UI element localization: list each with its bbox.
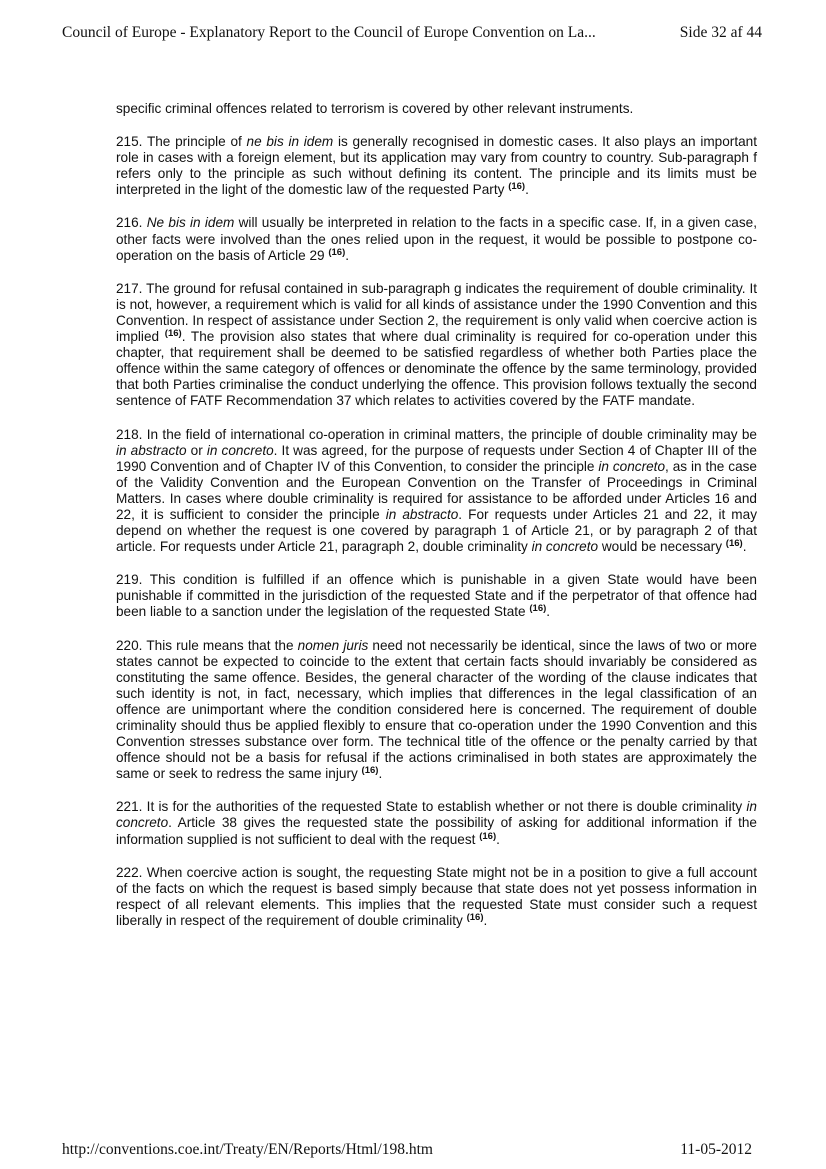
paragraph-text: .: [345, 247, 350, 263]
paragraph-text: .: [742, 539, 747, 555]
page-header: [62, 24, 762, 42]
italic-term: in abstracto: [116, 442, 187, 458]
paragraph-text: is generally recognised in domestic cases. It also plays an important role in cases with a foreign element, but its application may vary from country to country. Sub-paragraph f refers only to the principle as such without defining its content. The principle and its limits must be interpreted in the light of the domestic law of the requested Party: [116, 134, 757, 198]
paragraph-text: 215. The principle of: [116, 134, 247, 150]
italic-term: in abstracto: [385, 506, 459, 522]
document-title: Council of Europe - Explanatory Report to the Council of Europe Convention on La...: [62, 24, 596, 41]
source-url[interactable]: http://conventions.coe.int/Treaty/EN/Reports/Html/198.htm: [62, 1141, 433, 1158]
footnote-reference: (16): [529, 603, 547, 615]
paragraph-text: .: [496, 831, 500, 847]
paragraph-text: . For requests under Articles 21 and 22, it may depend on whether the request is one covered by paragraph 1 of Article 21, or by paragraph 2 of that article. For requests under Article 21, paragraph 2, double criminality: [116, 506, 757, 555]
paragraph-text: .: [525, 182, 529, 198]
paragraph: [116, 427, 757, 556]
paragraph-text: need not necessarily be identical, since the laws of two or more states cannot be expected to coincide to the extent that certain facts should invariably be considered as constituting the same offence. Besides, the general character of the wording of the clause indicates that such identity is not, in fact, necessary, which implies that differences in the legal classification of an offence are unimportant where the condition considered here is concerned. The requirement of double criminality should thus be applied flexibly to ensure that co-operation under the 1990 Convention and this Convention stresses substance over form. The technical title of the offence or the penalty carried by that offence should not be a basis for refusal if the actions criminalised in both states are approximately the same or seek to redress the same injury: [116, 637, 757, 782]
footnote-reference: (16): [328, 246, 346, 258]
italic-term: ne bis in idem: [246, 134, 334, 150]
paragraph-text: 216.: [116, 215, 147, 231]
italic-term: Ne bis in idem: [146, 215, 235, 231]
paragraph: [116, 638, 757, 783]
footnote-reference: (16): [361, 765, 379, 777]
paragraph-text: 222. When coercive action is sought, the requesting State might not be in a position to give a full account of the facts on which the request is based simply because that state does not yet possess information in respect of all relevant elements. This implies that the requested State must consider such a request liberally in respect of the requirement of double criminality: [116, 864, 757, 928]
paragraph-text: , as in the case of the Validity Convention and the European Convention on the Transfer of Proceedings in Criminal Matters. In cases where double criminality is required for assistance to be afforded under Articles 16 and 22, it is sufficient to consider the principle: [116, 458, 757, 522]
italic-term: nomen juris: [297, 637, 369, 653]
page-number: Side 32 af 44: [679, 24, 762, 41]
paragraph: [116, 572, 757, 620]
footnote-reference: (16): [466, 911, 484, 923]
paragraph-text: 219. This condition is fulfilled if an offence which is punishable in a given State would have been punishable if committed in the jurisdiction of the requested State and if the perpetrator of that offence had been liable to a sanction under the legislation of the requested State: [116, 572, 757, 620]
paragraph-text: . Article 38 gives the requested state the possibility of asking for additional information if the information supplied is not sufficient to deal with the request: [116, 815, 757, 847]
italic-term: in concreto: [598, 458, 666, 474]
paragraph-text: or: [186, 442, 207, 458]
paragraph-text: 221. It is for the authorities of the requested State to establish whether or not there is double criminality: [116, 799, 747, 815]
paragraph: [116, 134, 757, 198]
paragraph-text: .: [483, 912, 488, 928]
paragraph: [116, 215, 757, 263]
footnote-reference: (16): [479, 830, 497, 842]
footnote-reference: (16): [164, 328, 182, 340]
paragraph-text: .: [546, 604, 551, 620]
paragraph: [116, 865, 757, 929]
paragraph: [116, 101, 757, 117]
document-body: [116, 101, 757, 946]
paragraph-text: specific criminal offences related to terrorism is covered by other relevant instruments.: [116, 101, 634, 116]
italic-term: in concreto: [116, 799, 757, 831]
print-date: 11-05-2012: [680, 1141, 752, 1158]
paragraph-text: . It was agreed, for the purpose of requests under Section 4 of Chapter III of the 1990 Convention and of Chapter IV of this Convention, to consider the principle: [116, 442, 757, 474]
paragraph: [116, 799, 757, 847]
page-footer: [62, 1141, 752, 1159]
footnote-reference: (16): [508, 181, 526, 193]
italic-term: in concreto: [531, 539, 599, 555]
paragraph-text: 217. The ground for refusal contained in sub-paragraph g indicates the requirement of double criminality. It is not, however, a requirement which is valid for all kinds of assistance under the 1990 Convention and this Convention. In respect of assistance under Section 2, the requirement is only valid when coercive action is implied: [116, 280, 757, 345]
italic-term: in concreto: [206, 442, 274, 458]
paragraph-text: . The provision also states that where dual criminality is required for co-operation under this chapter, that requirement shall be deemed to be satisfied regardless of whether both Parties place the offence within the same category of offences or denominate the offence by the same terminology, provided that both Parties criminalise the conduct underlying the offence. This provision follows textually the second sentence of FATF Recommendation 37 which relates to activities covered by the FATF mandate.: [116, 329, 757, 409]
paragraph-text: will usually be interpreted in relation to the facts in a specific case. If, in a given case, other facts were involved than the ones relied upon in the request, it would be possible to postpone co-operation on the basis of Article 29: [116, 215, 757, 263]
paragraph-text: 218. In the field of international co-operation in criminal matters, the principle of double criminality may be: [116, 426, 757, 442]
paragraph: [116, 281, 757, 410]
paragraph-text: .: [378, 766, 383, 782]
footnote-reference: (16): [725, 538, 743, 550]
paragraph-text: 220. This rule means that the: [116, 637, 298, 653]
paragraph-text: would be necessary: [598, 539, 726, 555]
